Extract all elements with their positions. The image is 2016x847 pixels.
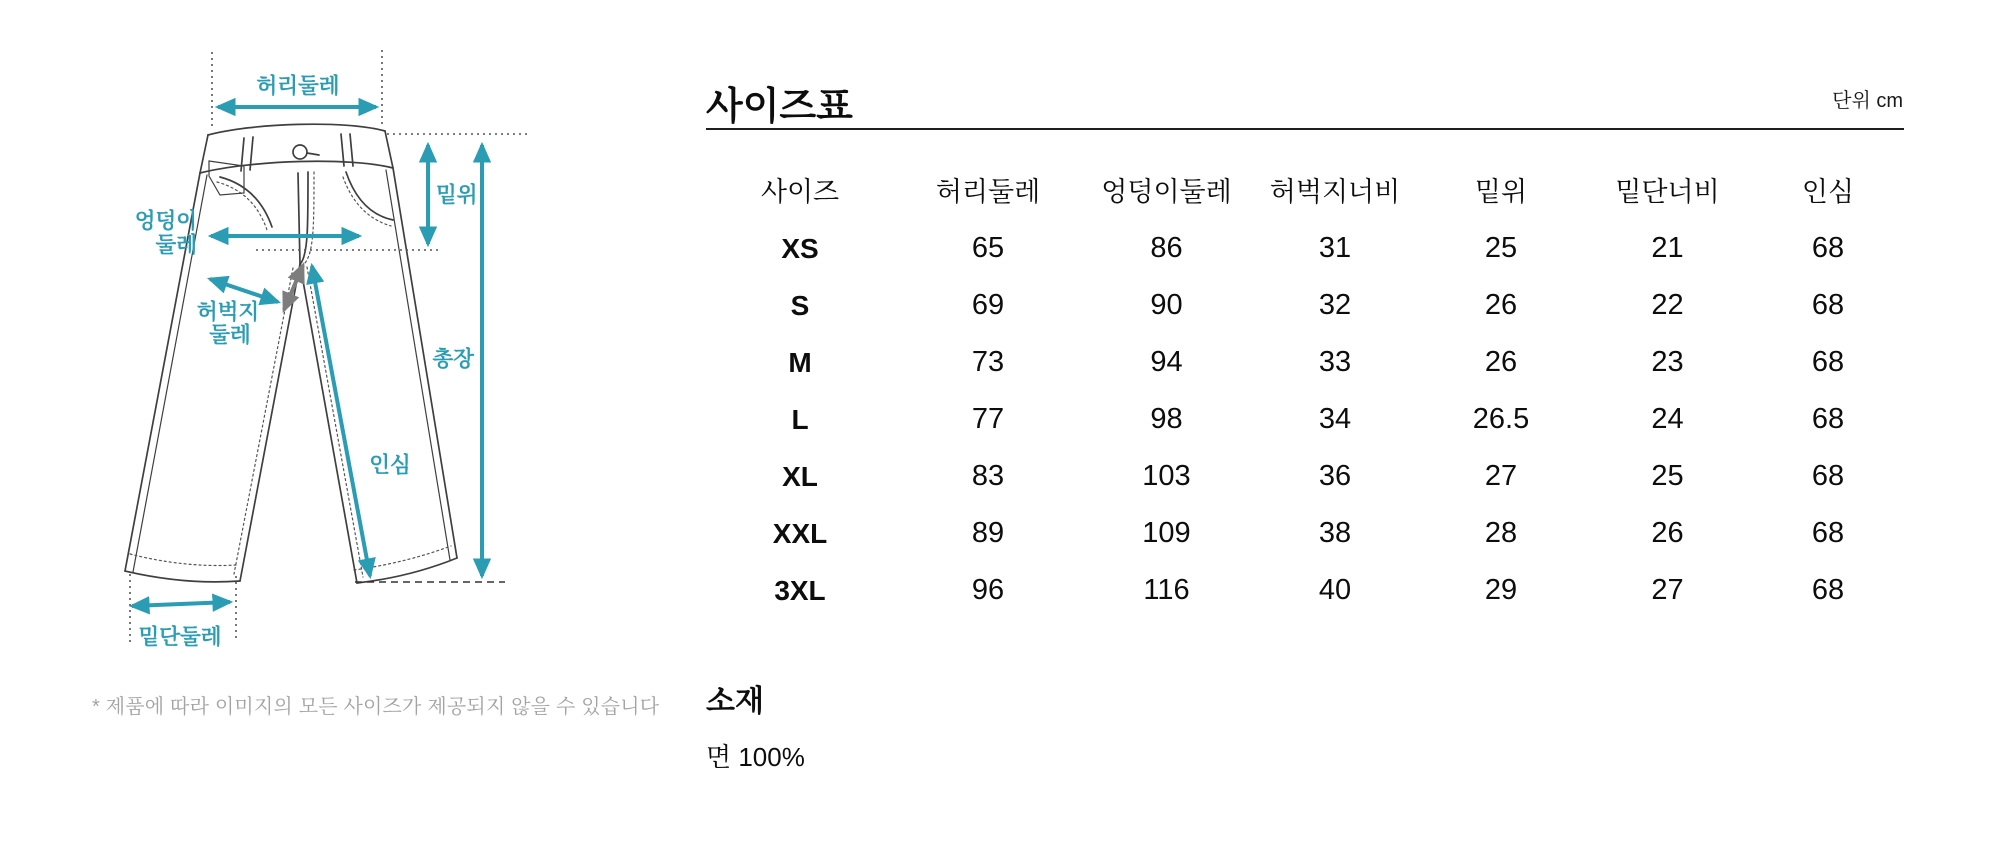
value-cell: 83 [971,460,1005,492]
table-row [706,220,1904,277]
total-length-label: 총장 [432,347,474,371]
size-table-body [706,220,1904,619]
pants-outline [125,124,457,583]
page-title: 사이즈표 [706,86,853,129]
value-cell: 73 [971,346,1005,378]
size-cell: M [788,346,812,378]
material-value: 면 100% [706,742,805,772]
value-cell: 68 [1811,460,1845,492]
value-cell: 116 [1143,574,1190,606]
hip-label-line1: 엉덩이 [134,209,197,233]
inseam-label: 인심 [369,453,411,477]
value-cell: 109 [1142,517,1191,549]
material-section [706,676,805,774]
waist-label: 허리둘레 [256,74,340,98]
value-cell: 26.5 [1472,403,1530,435]
hem-label: 밑단둘레 [138,625,222,649]
value-cell: 40 [1318,574,1352,606]
value-cell: 89 [971,517,1005,549]
value-cell: 65 [971,232,1005,264]
size-cell: XS [781,232,819,264]
value-cell: 68 [1811,232,1845,264]
value-cell: 69 [971,289,1005,321]
reference-guides [130,50,530,642]
inseam-arrow [312,266,370,576]
size-table [706,158,1904,619]
value-cell: 26 [1484,289,1518,321]
thigh-label-line1: 허벅지 [196,300,260,324]
value-cell: 27 [1484,460,1518,492]
value-cell: 32 [1318,289,1352,321]
value-cell: 27 [1651,574,1684,606]
value-cell: 21 [1651,232,1684,264]
table-row [706,277,1904,334]
value-cell: 34 [1318,403,1352,435]
value-cell: 94 [1150,346,1183,378]
value-cell: 77 [971,403,1005,435]
value-cell: 25 [1484,232,1518,264]
value-cell: 31 [1318,232,1352,264]
value-cell: 96 [971,574,1005,606]
material-heading: 소재 [706,685,764,718]
value-cell: 68 [1811,289,1845,321]
column-header: 사이즈 [760,176,840,207]
table-row [706,505,1904,562]
value-cell: 38 [1318,517,1352,549]
pants-diagram-svg [60,14,530,664]
column-header: 허벅지너비 [1269,176,1401,207]
value-cell: 29 [1484,574,1518,606]
value-cell: 68 [1811,574,1845,606]
value-cell: 26 [1651,517,1684,549]
value-cell: 90 [1150,289,1183,321]
column-header: 인심 [1801,176,1855,207]
value-cell: 86 [1150,232,1183,264]
size-cell: L [791,403,809,435]
table-row [706,391,1904,448]
value-cell: 25 [1651,460,1684,492]
value-cell: 26 [1484,346,1518,378]
column-header: 허리둘레 [935,176,1041,207]
thigh-arrow [210,279,278,302]
value-cell: 68 [1811,517,1845,549]
value-cell: 68 [1811,346,1845,378]
column-header: 엉덩이둘레 [1101,176,1232,207]
column-header: 밑위 [1474,176,1528,207]
value-cell: 33 [1318,346,1352,378]
measurement-arrows [132,107,482,606]
size-cell: XXL [772,517,828,549]
button-icon [293,145,307,159]
value-cell: 98 [1150,403,1183,435]
column-header: 밑단너비 [1615,176,1720,207]
hip-label-line2: 둘레 [155,233,197,257]
unit-label: 단위 cm [1832,90,1903,112]
table-row [706,448,1904,505]
rise-label: 밑위 [436,183,478,207]
value-cell: 23 [1651,346,1684,378]
size-cell: S [790,289,810,321]
size-table-header [706,158,1904,220]
value-cell: 22 [1651,289,1684,321]
value-cell: 24 [1651,403,1684,435]
value-cell: 36 [1318,460,1352,492]
hem-arrow [132,602,230,606]
table-row [706,334,1904,391]
value-cell: 28 [1484,517,1518,549]
value-cell: 103 [1142,460,1191,492]
value-cell: 68 [1811,403,1845,435]
table-header-row [706,158,1904,220]
divider-rule [706,128,1904,130]
pants-measurement-diagram [60,14,530,664]
crotch-arrow [284,265,303,310]
thigh-label-line2: 둘레 [209,323,251,347]
size-cell: XL [782,460,818,492]
size-availability-note: * 제품에 따라 이미지의 모든 사이즈가 제공되지 않을 수 있습니다 [92,696,660,718]
table-row [706,562,1904,619]
size-cell: 3XL [774,574,826,606]
